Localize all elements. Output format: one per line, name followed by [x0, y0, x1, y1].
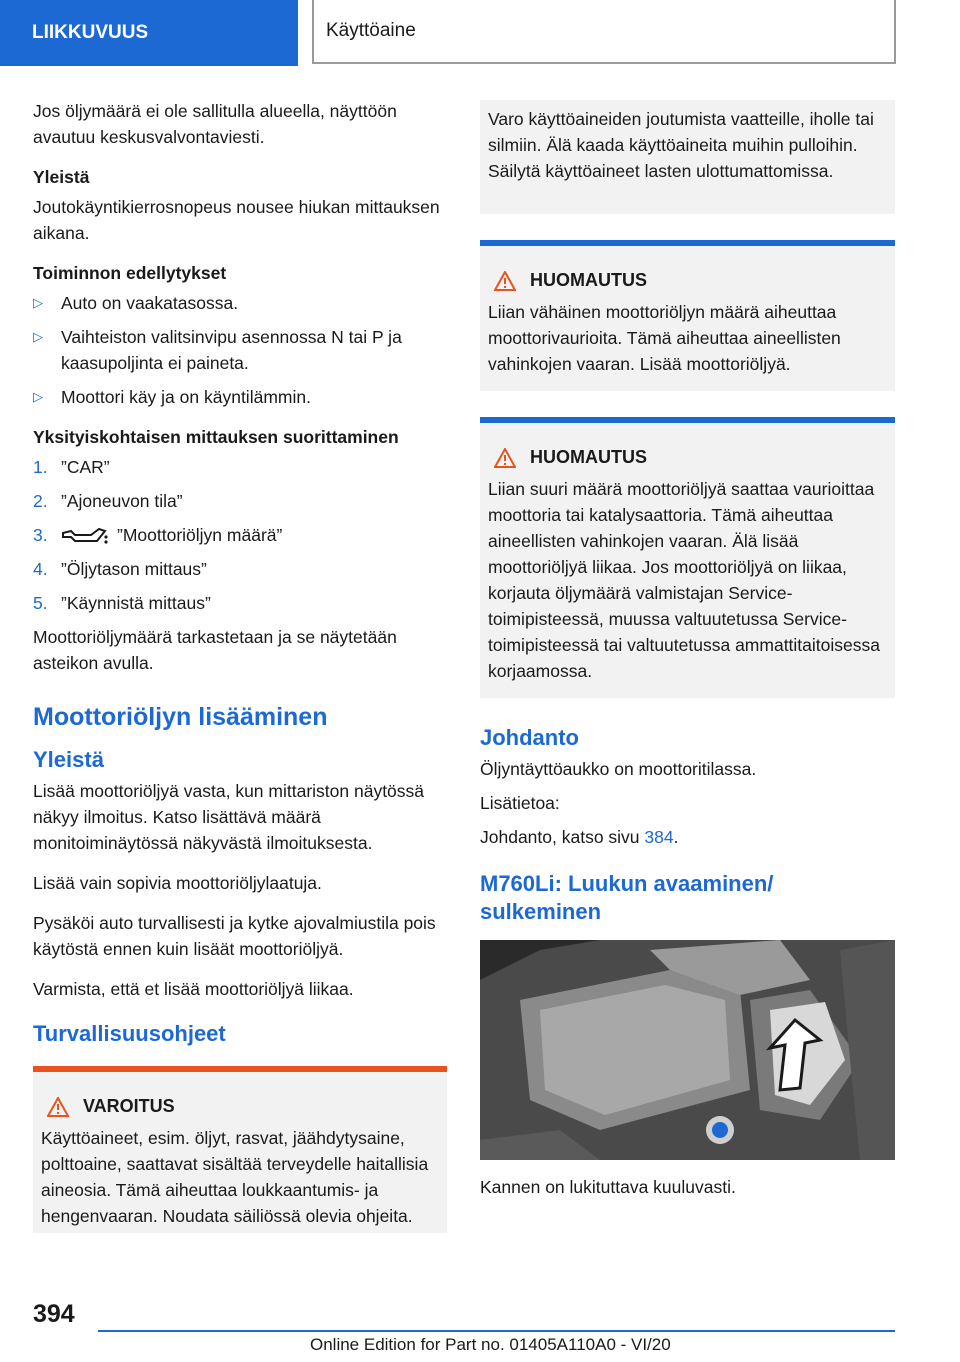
paragraph-add-3: Pysäköi auto turvallisesti ja kytke ajovalmiustila pois käytöstä ennen kuin lisäät moottoriöljyä.	[33, 913, 436, 959]
warning-title: VAROITUS	[83, 1096, 175, 1116]
page-number: 394	[33, 1300, 75, 1328]
paragraph-filler-location: Öljyntäyttöaukko on moottoritilassa.	[480, 759, 757, 779]
step-number: 3.	[33, 525, 48, 545]
heading-introduction: Johdanto	[480, 725, 579, 750]
triangle-right-icon: ▷	[33, 389, 43, 404]
warning-triangle-icon	[47, 1097, 69, 1117]
warning-header	[41, 1096, 439, 1117]
step-item	[33, 454, 447, 480]
step-item	[33, 590, 447, 616]
heading-general-2: Yleistä	[33, 747, 104, 772]
engine-bay-photo	[480, 940, 895, 1160]
list-item-text: Auto on vaakatasossa.	[61, 293, 239, 313]
footer-divider	[98, 1330, 895, 1332]
warning-triangle-icon	[494, 271, 516, 291]
heading-general: Yleistä	[33, 167, 90, 187]
notice-title-1: HUOMAUTUS	[530, 270, 647, 290]
notice-box-2	[480, 417, 895, 698]
triangle-right-icon: ▷	[33, 329, 43, 344]
notice-header-2	[488, 447, 887, 468]
paragraph-reference	[480, 824, 895, 850]
warning-text: Käyttöaineet, esim. öljyt, rasvat, jäähdytysaine, polttoaine, saattavat sisältää terveydelle haitallisia aineosia. Tämä aiheuttaa loukkaantumis- ja hengenvaaran. Noudata säiliössä olevia ohjeita.	[41, 1128, 429, 1226]
heading-safety: Turvallisuusohjeet	[33, 1021, 226, 1046]
page-header-title	[312, 0, 896, 64]
step-text[interactable]: ”Öljytason mittaus”	[61, 559, 207, 579]
edition-info: Online Edition for Part no. 01405A110A0 - VI/20	[310, 1335, 671, 1354]
list-item	[33, 290, 447, 316]
warning-box-continued	[480, 100, 895, 214]
heading-m760-cover: M760Li: Luukun avaaminen/ sulkeminen	[480, 871, 774, 924]
chapter-title: Käyttöaine	[326, 20, 416, 41]
warning-text-continued: Varo käyttöaineiden joutumista vaatteille, iholle tai silmiin. Älä kaada käyttöaineita muihin pulloihin. Säilytä käyttöaineet lasten ulottumattomissa.	[488, 109, 874, 181]
section-tab	[0, 0, 298, 66]
step-item	[33, 488, 447, 514]
page-link[interactable]: 384	[644, 827, 674, 847]
step-text[interactable]: ”Käynnistä mittaus”	[61, 593, 211, 613]
list-item-text: Vaihteiston valitsinvipu asennossa N tai P ja kaasupoljinta ei paineta.	[61, 327, 402, 373]
paragraph-cover-lock: Kannen on lukituttava kuuluvasti.	[480, 1177, 736, 1197]
list-item	[33, 324, 447, 376]
step-number: 2.	[33, 491, 48, 511]
section-label: LIIKKUVUUS	[32, 22, 149, 43]
steps-list	[33, 454, 447, 616]
heading-conditions: Toiminnon edellytykset	[33, 263, 227, 283]
warning-triangle-icon	[494, 448, 516, 468]
reference-end: .	[673, 827, 679, 847]
paragraph-add-4: Varmista, että et lisää moottoriöljyä liikaa.	[33, 979, 354, 999]
warning-box	[33, 1066, 447, 1233]
notice-box-1	[480, 240, 895, 391]
oil-can-icon	[61, 525, 109, 547]
paragraph-add-2: Lisää vain sopivia moottoriöljylaatuja.	[33, 873, 322, 893]
paragraph-range-message: Jos öljymäärä ei ole sallitulla alueella, näyttöön avautuu keskusvalvontaviesti.	[33, 101, 397, 147]
engine-illustration	[480, 940, 895, 1160]
step-number: 1.	[33, 457, 48, 477]
list-item	[33, 384, 447, 410]
step-item	[33, 556, 447, 582]
list-item-text: Moottori käy ja on käyntilämmin.	[61, 387, 311, 407]
step-item	[33, 522, 447, 548]
step-text[interactable]: ”CAR”	[61, 457, 110, 477]
step-number: 4.	[33, 559, 48, 579]
notice-title-2: HUOMAUTUS	[530, 447, 647, 467]
heading-detailed-measurement: Yksityiskohtaisen mittauksen suorittaminen	[33, 427, 399, 447]
step-text[interactable]: ”Moottoriöljyn määrä”	[117, 525, 283, 545]
right-column	[480, 100, 895, 1214]
paragraph-add-1: Lisää moottoriöljyä vasta, kun mittariston näytössä näkyy ilmoitus. Katso lisättävä määrä monitoiminäytössä näkyvästä ilmoituksesta.	[33, 781, 425, 853]
conditions-list	[33, 290, 447, 410]
paragraph-more-info: Lisätietoa:	[480, 793, 560, 813]
step-number: 5.	[33, 593, 48, 613]
notice-text-2: Liian suuri määrä moottoriöljyä saattaa vaurioittaa moottoria tai katalysaattoria. Tämä aiheuttaa aineellisten vahinkojen vaaran. Älä lisää moottoriöljyä liikaa. Jos moottoriöljyä on liikaa, korjauta öljymäärä valmistajan Service-toimipisteessä, muussa valtuutetussa Service-toimipisteessä tai valtuutetussa ammattitaitoisessa korjaamossa.	[488, 479, 880, 681]
paragraph-idle-speed: Joutokäyntikierrosnopeus nousee hiukan mittauksen aikana.	[33, 197, 440, 243]
paragraph-scale: Moottoriöljymäärä tarkastetaan ja se näytetään asteikon avulla.	[33, 627, 397, 673]
notice-text-1: Liian vähäinen moottoriöljyn määrä aiheuttaa moottorivaurioita. Tämä aiheuttaa aineellisten vahinkojen vaaran. Lisää moottoriöljyä.	[488, 302, 841, 374]
reference-text: Johdanto, katso sivu	[480, 827, 645, 847]
heading-adding-oil: Moottoriöljyn lisääminen	[33, 703, 328, 731]
triangle-right-icon: ▷	[33, 295, 43, 310]
notice-header-1	[488, 270, 887, 291]
left-column	[33, 98, 447, 1233]
step-text[interactable]: ”Ajoneuvon tila”	[61, 491, 183, 511]
